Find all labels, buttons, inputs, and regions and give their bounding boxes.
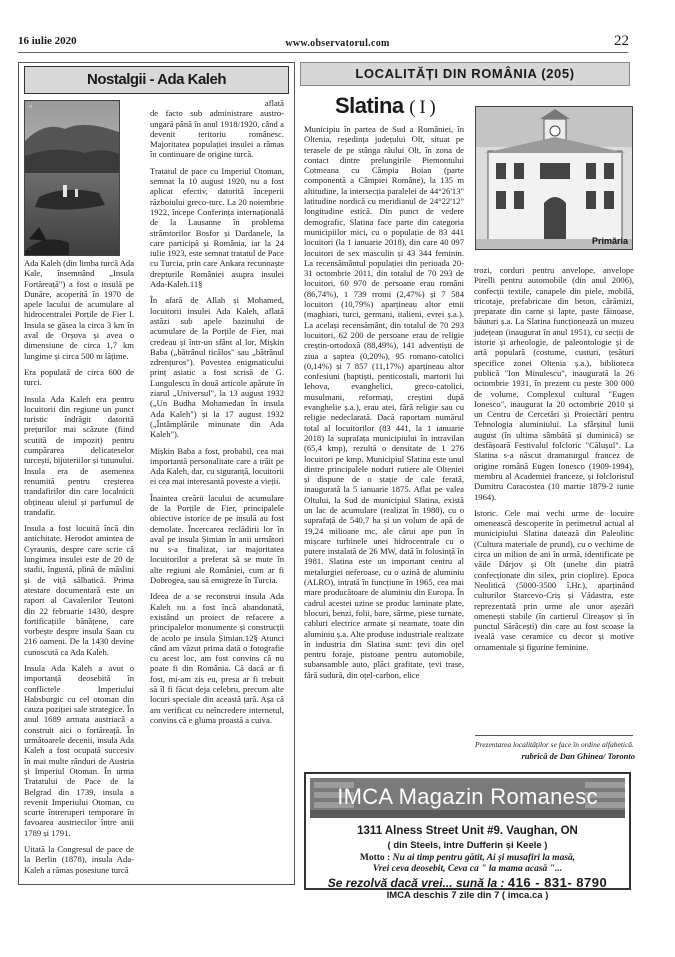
city-hall-illustration xyxy=(476,107,633,250)
site-url: www.observatorul.com xyxy=(285,38,390,49)
paragraph: Înaintea creării lacului de acumulare de la Porțile de Fier, principalele obiective istorice de pe insulă au fost demolate. Încercarea reclădirii lor în aval pe insula Șimian în anii următori nu s-a finalizat, iar majoritatea locuitorilor a preferat să se mute în alte regiuni ale României, cum ar fi Dobrogea, sau să emigreze în Turcia. xyxy=(150,492,284,586)
paragraph: Mișkin Baba a fost, probabil, cea mai importantă personalitate care a trăit pe Ada Kaleh, dar, cu siguranță, locuitorii ei cea mai interesantă poveste a vieții. xyxy=(150,445,284,487)
paragraph: de facto sub administrare austro-ungară până în anul 1918/1920, când a devenit teritoriu românesc. Majoritatea populației insulei a rămas în continuare de origine turcă. xyxy=(150,108,284,160)
phone-text: Se rezolvă dacă vrei... sună la : xyxy=(327,876,505,890)
note-rule xyxy=(475,735,633,736)
phone-number: 416 - 831- 8790 xyxy=(507,875,608,890)
ad-phone xyxy=(306,875,629,890)
photo-caption: Primăria xyxy=(591,236,628,246)
author-credit: rubrică de Dan Ghinea/ Toronto xyxy=(521,751,635,761)
paragraph: trozi, corduri pentru anvelope, anvelope Pirelli pentru automobile (din anul 2006), confecții textile, canapele din piele, mobilă, tricotaje, prefabricate din beton, cărămizi, preparate din carne și lapte, paste făinoase, băuturi ș.a. La Slatina funcționează un muzeu județean (inaugurat în anul 1951), cu secții de istorie și arheologie, de paleontologie și de artă populară (costume, custuri, țesături specifice zonei Oltenia ș.a.), biblioteca publică "Ion Minulescu", inaugurată la 26 octombrie 1931, în prezent cu peste 300 000 de volume, Complexul cultural "Eugen Ionesco", inaugurat la 20 octombrie 2010 și un Centru de Cercetări și Proiectări pentru Tehnologia aluminiului. La sfârșitul lunii august (în ultima sâmbătă și duminică) se desfășoară Festivalul folcloric "Călușul". La Slatina s-a născut dramaturgul francez de origine română Eugen Ionesco (1909-1994), membru al Academiei franceze, și folcloristul Dumitru Caracostea (10 martie 1879-2 iunie 1964). xyxy=(474,265,634,502)
photo-corner-mark: □ xyxy=(29,104,33,110)
paragraph: Istoric. Cele mai vechi urme de locuire omenească descoperite în perimetrul actual al municipiului Slatina datează din Paleolitic (Cultura materiale de prund), cu o vechime de circa un milion de ani în urmă, identificate pe văile Dârjov și Olt (unelte din piatră confecționate din silex, prin cioplire). Epoca Neolitică (5000-3500 î.Hr.), aparținând culturilor Starcevo-Criș și Vădastra, este reprezentată prin urme ale unor așezări omenești stabile (în cartierul Cireașov și în punctul Sărăcești) din care au fost scoase la iveală vase ceramice cu decor și motive ornamentale și figurine feminine. xyxy=(474,507,634,652)
nostalgii-column-2 xyxy=(150,98,284,725)
localitati-banner: LOCALITĂȚI DIN ROMÂNIA (205) xyxy=(300,62,630,86)
paragraph: Era populată de circa 600 de turci. xyxy=(24,366,134,388)
nostalgii-column-1 xyxy=(24,258,134,875)
issue-date: 16 iulie 2020 xyxy=(18,35,77,47)
article-title-text: Slatina xyxy=(335,93,404,118)
ad-streets: ( din Steels, între Dufferin și Keele ) xyxy=(387,840,548,851)
motto-label: Motto : xyxy=(359,853,391,863)
city-hall-photo xyxy=(475,106,633,250)
photo-corner-mark: · xyxy=(29,247,31,253)
ad-title: IMCA Magazin Romanesc xyxy=(337,784,598,809)
paragraph: Ada Kaleh (din limba turcă Ada Kale, însemnând „Insula Fortăreață") a fost o insulă pe Dunăre, acoperită în 1970 de apele lacului de acumulare al hidrocentralei Porțile de Fier I. Insula se găsea la circa 3 km în aval de Orșova și avea o dimensiune de circa 1,7 km lungime și circa 500 m lățime. xyxy=(24,258,135,361)
ada-kaleh-illustration xyxy=(25,101,120,256)
slatina-column-1 xyxy=(304,124,464,680)
ada-kaleh-photo xyxy=(24,100,120,256)
motto-line: Nu ai timp pentru gătit, Ai și musafiri la masă, xyxy=(392,853,576,863)
series-note: Prezentarea localităților se face în ordine alfabetică. xyxy=(475,740,634,749)
paragraph: Tratatul de pace cu Imperiul Otoman, semnat la 10 august 1920, nu a fost aplicat efectiv, datorită începerii războiului greco-turc. La 20 noiembrie 1922, începe Conferința internațională de la Lausanne în problema strâmtorilor Bosfor și Dardanele, la care participă și România, iar la 24 iulie 1923, este semnat tratatul de Pace cu Turcia, prin care Ankara recunoaște drepturile României asupra insulei Ada-Kaleh.11§ xyxy=(150,165,284,290)
article-part: ( I ) xyxy=(409,97,436,118)
page-number: 22 xyxy=(614,33,629,49)
paragraph: Insula Ada Kaleh era pentru locuitorii din regiune un punct turistic îndrăgit datorită prețurilor mai scăzute (fiind scutită de impozit) pentru cumpărarea delicateselor turcești, bijuteriilor și tutunului. Insula era de asemenea renumită pentru creșterea trandafirilor din care localnicii obțineau uleiul și parfumul de trandafir. xyxy=(24,393,134,517)
paragraph: Uitată la Congresul de pace de la Berlin (1878), insula Ada-Kaleh a rămas posesiune turcă xyxy=(24,844,134,875)
paragraph: Municipiu în partea de Sud a României, în Oltenia, reședința județului Olt, situat pe terasele de pe stânga râului Olt, în zona de contact dintre prelungirile Piemontului Cotmeana cu Câmpia Boian (parte componentă a Câmpiei Române), la 135 m altitudine, la intersecția paralelei de 44°26'13" latitudine nordică cu meridianul de 24°22'12" longitudine estică. Din punct de vedere demografic, Slatina face parte din categoria municipiilor mici, cu o populație de 83 441 locuitori (la 1 ianuarie 2018), din care 40 097 locuitori de sex masculin și 43 344 feminin. La recensământul populației din perioada 20-31 octombrie 2011, din totalul de 70 293 de locuitori, 60 970 de persoane erau români (86,74%), 1 739 rromi (2,47%) și 7 584 locuitori (10,79%) aparțineau altor etnii (maghiari, turci, germani, italieni, evrei ș.a.). La același recensământ, din totalul de 70 293 locuitori, 62 200 de persoane erau de religie creștin-ortodoxă (88,49%), 141 adventiști de ziua a șaptea (0,20%), 95 romano-catolici (0,14%) și 7 857 (11,17%) aparțineau altor confesiuni (baptiști, penticostali, martorii lui Iehova, evanghelici, greco-catolici, musulmani, reformați, creștini după evanghelie ș.a.), erau atei, fără religie sau cu religie nedeclarată. Dacă raportam numărul total al locuitorilor (83 441, la 1 ianuarie 2018) la suprafața municipiului în intravilan (65,4 kmp), rezultă o densitate de 1 276 locuitori pe kmp. Municipiul Slatina este unul dintre principalele noduri rutiere ale Olteniei și dispune de o stație de cale ferată, inaugurată la 5 ianuarie 1875. Aflat pe valea Oltului, la Sud de municipiul Slatina, există un lac de acumulare (realizat în 1980), cu o suprafață de 540,7 ha și un volum de apă de 19,24 milioane mc, ale cărui ape pun în mișcare turbinele unei hidrocentrale cu o putere instalată de 26 MW, dată în folosință în 1981. Slatina este un important centru al metalurgiei neferoase, cu o uzină de aluminiu (ALRO), intrată în funcțiune în 1965, cea mai mare producătoare de aluminiu din Europa. În cadrul acestei uzine se produc laminate plate, blocuri, benzi, folii, bare, sârme, piese turnate, cabluri electrice armate și neamate, toate din aluminiu ș.a. Alte produse industriale realizate în industria din Slatina sunt: țevi din oțel pentru foraje, pistoane pentru automobile, subansamble auto, plăci grafitate, țevi trase, fără sudură, din oțel-carbon, elice xyxy=(304,124,464,680)
paragraph: Ideea de a se reconstrui insula Ada Kaleh nu a fost încă abandonată, existând un proiect de refacere a principalelor monumente și construcții de acolo pe insula Șimian.12§ Atunci când am văzut prima dată o fotografie cu acest loc, am fost convins că nu poate fi din România. Că dacă ar fi fost, mi-am zis eu, presa ar fi trebuit să îl fi făcut deja celebru, precum alte locuri speciale din această țară. Așa că am verificat cu neîncredere internetul, convins că e gluma proastă a cuiva. xyxy=(150,591,284,725)
paragraph: Insula a fost locuită încă din antichitate. Herodot amintea de Cyraunis, despre care scrie că lungimea insulei este de 20 de stadii, îngustă, plină de măslini și de viță sălbatică. Prima atestare documentară este un raport al Cavalerilor Teutoni din 22 februarie 1430, despre fortificațiile bănățene, care vorbește despre insula Saan cu 216 oameni. De la 1430 devine cunoscută ca Ada Kaleh. xyxy=(24,523,134,657)
ad-motto xyxy=(312,853,623,875)
imca-advertisement xyxy=(304,772,631,901)
paragraph: În afară de Allah și Mohamed, locuitorii insulei Ada Kaleh, aflată astăzi sub apele bazinului de acumulare de la Porțile de Fier, mai credeau și într-un sfânt al lor, Mișkin Baba („bătrânul ticălos" sau „bătrânul zdrențuros"). Povestea enigmaticului prinț asiatic a fost scrisă de G. Lungulescu în două articole apărute în ziarul „Universul", la 13 august 1932 („Un Budha Mohamedan în insula Ada Kaleh") și la 17 august 1932 („Întâmplările minunate din Ada Kaleh"). xyxy=(150,295,284,440)
motto-line: Vrei ceva deosebit, Ceva ca " la mama acasă "... xyxy=(372,864,563,874)
paragraph: aflată xyxy=(264,98,284,108)
paragraph: Insula Ada Kaleh a avut o importanță deosebită în conflictele Imperiului Habsburgic cu cel otoman din cauza poziției sale strategice. În anul 1689 armata austriacă a construit aici o fortăreață. În următoarele decenii, insula Ada Kaleh a fost ocupată succesiv în mai multe rânduri de Austria și Imperiul Otoman. În urma Tratatului de Pace de la Belgrad din 1739, insula a revenit Imperiului Otoman, cu scurte întreruperi temporare în favoarea austriecilor între anii 1789 și 1791. xyxy=(24,662,134,838)
article-title xyxy=(335,93,435,119)
slatina-column-2 xyxy=(474,265,634,652)
header-rule xyxy=(18,52,628,53)
ad-banner xyxy=(310,778,625,818)
ad-hours: IMCA deschis 7 zile din 7 ( imca.ca ) xyxy=(386,890,549,901)
nostalgii-title: Nostalgii - Ada Kaleh xyxy=(24,66,289,94)
ad-address: 1311 Alness Street Unit #9. Vaughan, ON xyxy=(357,825,578,837)
